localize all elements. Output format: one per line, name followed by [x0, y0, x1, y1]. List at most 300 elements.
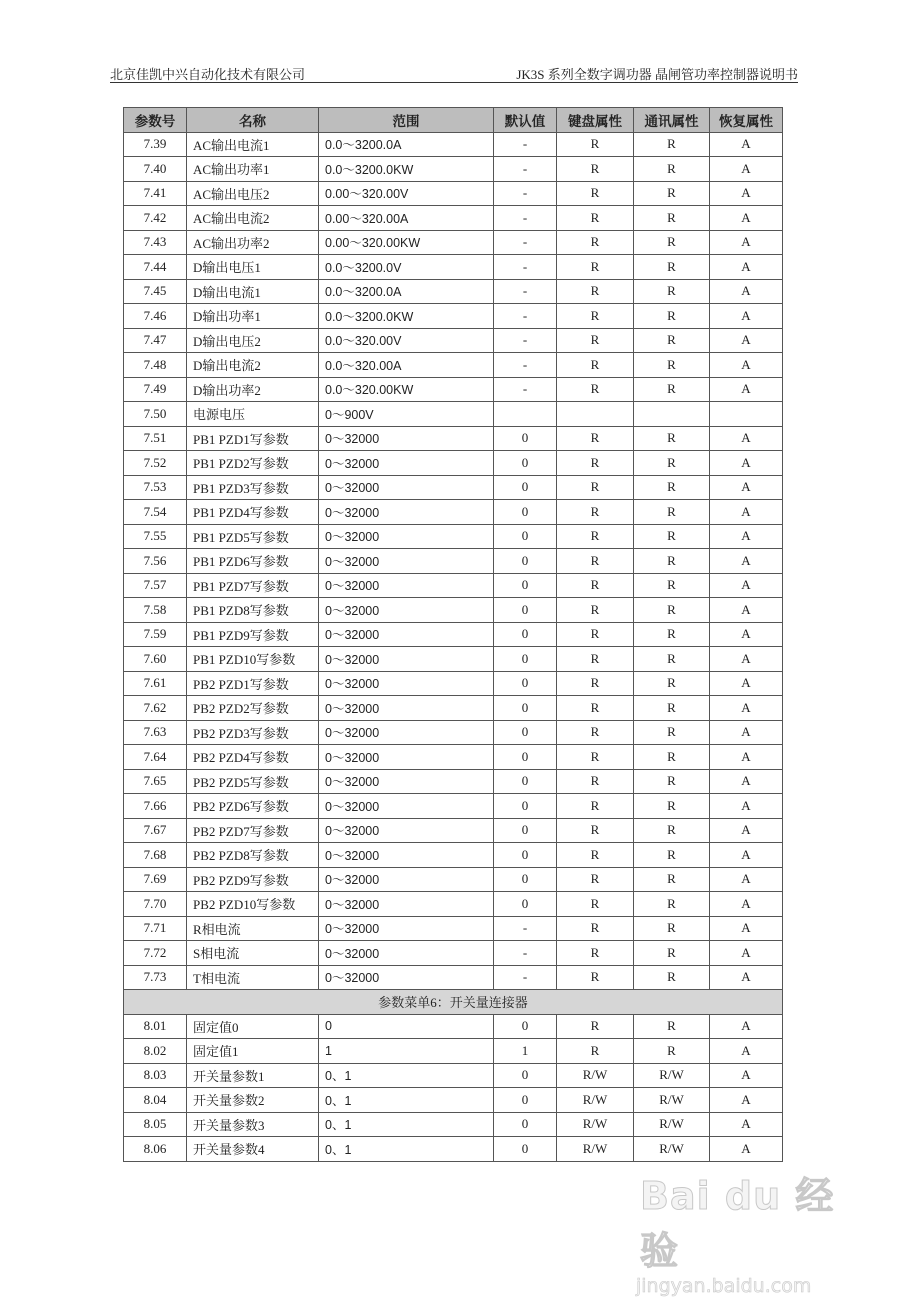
param-name: PB2 PZD6写参数 [187, 794, 319, 819]
table-row [124, 916, 783, 941]
restore-attr: A [710, 769, 783, 794]
keypad-attr: R [557, 598, 634, 623]
param-default: 0 [494, 647, 557, 672]
param-range: 0～32000 [319, 671, 494, 696]
param-name: 开关量参数3 [187, 1112, 319, 1137]
table-row [124, 573, 783, 598]
table-row [124, 353, 783, 378]
param-name: PB1 PZD8写参数 [187, 598, 319, 623]
param-name: D输出电压1 [187, 255, 319, 280]
table-row [124, 304, 783, 329]
param-default: 0 [494, 1088, 557, 1113]
param-default: 0 [494, 549, 557, 574]
param-no: 7.39 [124, 132, 187, 157]
comm-attr: R [634, 745, 710, 770]
table-row [124, 892, 783, 917]
param-default: - [494, 353, 557, 378]
param-no: 7.52 [124, 451, 187, 476]
param-name: PB2 PZD7写参数 [187, 818, 319, 843]
param-no: 7.60 [124, 647, 187, 672]
param-no: 7.65 [124, 769, 187, 794]
col-name: 名称 [187, 108, 319, 133]
comm-attr: R [634, 279, 710, 304]
param-name: AC输出功率1 [187, 157, 319, 182]
comm-attr: R [634, 181, 710, 206]
param-default: - [494, 279, 557, 304]
table-row [124, 598, 783, 623]
param-range: 0～32000 [319, 843, 494, 868]
param-default: - [494, 181, 557, 206]
restore-attr: A [710, 916, 783, 941]
param-no: 7.59 [124, 622, 187, 647]
param-range: 0.0～320.00V [319, 328, 494, 353]
restore-attr [710, 402, 783, 427]
param-no: 7.57 [124, 573, 187, 598]
table-row [124, 255, 783, 280]
keypad-attr: R/W [557, 1112, 634, 1137]
param-range: 0～32000 [319, 818, 494, 843]
param-no: 8.03 [124, 1063, 187, 1088]
keypad-attr: R [557, 867, 634, 892]
table-row [124, 132, 783, 157]
param-name: PB2 PZD9写参数 [187, 867, 319, 892]
param-name: PB1 PZD6写参数 [187, 549, 319, 574]
table-row [124, 206, 783, 231]
param-range: 0～32000 [319, 573, 494, 598]
section-row [124, 990, 783, 1015]
table-row [124, 181, 783, 206]
table-header-row [124, 108, 783, 133]
section-title: 参数菜单6：开关量连接器 [124, 990, 783, 1015]
param-default: 0 [494, 451, 557, 476]
param-no: 8.04 [124, 1088, 187, 1113]
param-range: 0、1 [319, 1088, 494, 1113]
table-row [124, 769, 783, 794]
keypad-attr: R [557, 132, 634, 157]
param-no: 7.73 [124, 965, 187, 990]
table-row [124, 475, 783, 500]
param-range: 0.00～320.00A [319, 206, 494, 231]
param-no: 7.43 [124, 230, 187, 255]
comm-attr: R [634, 157, 710, 182]
param-default [494, 402, 557, 427]
param-default: 0 [494, 524, 557, 549]
restore-attr: A [710, 304, 783, 329]
param-range: 0.0～320.00A [319, 353, 494, 378]
col-restore-attr: 恢复属性 [710, 108, 783, 133]
restore-attr: A [710, 230, 783, 255]
param-range: 0～900V [319, 402, 494, 427]
keypad-attr: R [557, 304, 634, 329]
table-row [124, 745, 783, 770]
restore-attr: A [710, 549, 783, 574]
param-name: AC输出功率2 [187, 230, 319, 255]
param-no: 7.68 [124, 843, 187, 868]
param-default: 0 [494, 867, 557, 892]
keypad-attr: R [557, 769, 634, 794]
param-range: 0～32000 [319, 892, 494, 917]
keypad-attr: R/W [557, 1088, 634, 1113]
keypad-attr: R [557, 500, 634, 525]
param-range: 0～32000 [319, 647, 494, 672]
param-no: 7.58 [124, 598, 187, 623]
col-param-no: 参数号 [124, 108, 187, 133]
param-name: PB2 PZD4写参数 [187, 745, 319, 770]
param-name: PB1 PZD5写参数 [187, 524, 319, 549]
baidu-watermark [636, 1165, 870, 1297]
comm-attr [634, 402, 710, 427]
keypad-attr: R [557, 377, 634, 402]
param-default: 0 [494, 1137, 557, 1162]
restore-attr: A [710, 1063, 783, 1088]
comm-attr: R [634, 647, 710, 672]
comm-attr: R [634, 475, 710, 500]
keypad-attr: R [557, 353, 634, 378]
param-range: 0～32000 [319, 622, 494, 647]
restore-attr: A [710, 867, 783, 892]
param-range: 0～32000 [319, 965, 494, 990]
param-default: 0 [494, 475, 557, 500]
param-name: 开关量参数1 [187, 1063, 319, 1088]
keypad-attr: R [557, 647, 634, 672]
param-no: 7.69 [124, 867, 187, 892]
keypad-attr: R [557, 255, 634, 280]
comm-attr: R [634, 671, 710, 696]
comm-attr: R [634, 965, 710, 990]
param-name: 开关量参数2 [187, 1088, 319, 1113]
keypad-attr: R [557, 818, 634, 843]
param-name: 固定值0 [187, 1014, 319, 1039]
param-no: 7.53 [124, 475, 187, 500]
param-name: AC输出电流1 [187, 132, 319, 157]
param-range: 0、1 [319, 1137, 494, 1162]
param-range: 0～32000 [319, 745, 494, 770]
param-name: PB2 PZD3写参数 [187, 720, 319, 745]
keypad-attr: R [557, 892, 634, 917]
restore-attr: A [710, 794, 783, 819]
table-row [124, 671, 783, 696]
restore-attr: A [710, 1014, 783, 1039]
keypad-attr: R [557, 965, 634, 990]
param-no: 7.66 [124, 794, 187, 819]
param-no: 8.01 [124, 1014, 187, 1039]
restore-attr: A [710, 720, 783, 745]
param-name: PB2 PZD2写参数 [187, 696, 319, 721]
param-no: 7.48 [124, 353, 187, 378]
param-range: 0～32000 [319, 794, 494, 819]
table-row [124, 1063, 783, 1088]
param-no: 7.70 [124, 892, 187, 917]
comm-attr: R [634, 132, 710, 157]
param-no: 7.45 [124, 279, 187, 304]
param-range: 0.0～3200.0A [319, 279, 494, 304]
comm-attr: R [634, 304, 710, 329]
param-range: 0.0～3200.0KW [319, 304, 494, 329]
param-name: PB1 PZD10写参数 [187, 647, 319, 672]
comm-attr: R [634, 328, 710, 353]
comm-attr: R [634, 1014, 710, 1039]
keypad-attr: R [557, 941, 634, 966]
restore-attr: A [710, 206, 783, 231]
comm-attr: R [634, 500, 710, 525]
param-no: 7.55 [124, 524, 187, 549]
param-default: 0 [494, 1014, 557, 1039]
param-name: S相电流 [187, 941, 319, 966]
param-no: 7.40 [124, 157, 187, 182]
keypad-attr: R [557, 916, 634, 941]
table-row [124, 818, 783, 843]
param-no: 7.72 [124, 941, 187, 966]
comm-attr: R [634, 916, 710, 941]
comm-attr: R [634, 524, 710, 549]
keypad-attr: R [557, 206, 634, 231]
param-range: 0～32000 [319, 549, 494, 574]
comm-attr: R [634, 255, 710, 280]
comm-attr: R [634, 549, 710, 574]
param-name: PB1 PZD9写参数 [187, 622, 319, 647]
table-row [124, 500, 783, 525]
table-body-menu5 [124, 132, 783, 990]
param-name: PB1 PZD7写参数 [187, 573, 319, 598]
param-default: 0 [494, 1063, 557, 1088]
param-no: 7.62 [124, 696, 187, 721]
param-range: 0～32000 [319, 426, 494, 451]
param-range: 0.00～320.00KW [319, 230, 494, 255]
keypad-attr: R [557, 181, 634, 206]
param-range: 0.0～320.00KW [319, 377, 494, 402]
table-section [124, 990, 783, 1015]
comm-attr: R [634, 696, 710, 721]
table-row [124, 1088, 783, 1113]
param-name: D输出电流2 [187, 353, 319, 378]
table-body-menu6 [124, 1014, 783, 1161]
param-range: 0.0～3200.0KW [319, 157, 494, 182]
param-range: 0～32000 [319, 524, 494, 549]
param-range: 0 [319, 1014, 494, 1039]
restore-attr: A [710, 745, 783, 770]
param-name: R相电流 [187, 916, 319, 941]
param-range: 0～32000 [319, 500, 494, 525]
param-default: 0 [494, 598, 557, 623]
table-row [124, 647, 783, 672]
restore-attr: A [710, 818, 783, 843]
restore-attr: A [710, 279, 783, 304]
table-row [124, 426, 783, 451]
col-default: 默认值 [494, 108, 557, 133]
comm-attr: R [634, 867, 710, 892]
param-range: 1 [319, 1039, 494, 1064]
param-range: 0、1 [319, 1112, 494, 1137]
param-range: 0～32000 [319, 916, 494, 941]
keypad-attr: R [557, 720, 634, 745]
comm-attr: R [634, 769, 710, 794]
comm-attr: R [634, 426, 710, 451]
comm-attr: R [634, 720, 710, 745]
param-range: 0.00～320.00V [319, 181, 494, 206]
param-range: 0～32000 [319, 475, 494, 500]
table-row [124, 328, 783, 353]
keypad-attr: R/W [557, 1137, 634, 1162]
param-default: 0 [494, 696, 557, 721]
keypad-attr: R [557, 745, 634, 770]
param-no: 7.54 [124, 500, 187, 525]
restore-attr: A [710, 1137, 783, 1162]
param-default: - [494, 230, 557, 255]
param-default: 0 [494, 720, 557, 745]
param-name: PB2 PZD1写参数 [187, 671, 319, 696]
param-name: AC输出电压2 [187, 181, 319, 206]
comm-attr: R [634, 573, 710, 598]
col-range: 范围 [319, 108, 494, 133]
comm-attr: R [634, 892, 710, 917]
comm-attr: R [634, 622, 710, 647]
restore-attr: A [710, 598, 783, 623]
table-row [124, 843, 783, 868]
param-no: 7.46 [124, 304, 187, 329]
keypad-attr: R [557, 279, 634, 304]
table-row [124, 279, 783, 304]
table-row [124, 1112, 783, 1137]
keypad-attr: R [557, 1039, 634, 1064]
keypad-attr: R [557, 157, 634, 182]
param-no: 7.61 [124, 671, 187, 696]
comm-attr: R [634, 377, 710, 402]
param-default: 0 [494, 794, 557, 819]
param-name: D输出电压2 [187, 328, 319, 353]
param-name: 电源电压 [187, 402, 319, 427]
comm-attr: R [634, 941, 710, 966]
table-row [124, 1137, 783, 1162]
table-row [124, 377, 783, 402]
restore-attr: A [710, 622, 783, 647]
param-default: - [494, 304, 557, 329]
param-default: 0 [494, 745, 557, 770]
keypad-attr: R/W [557, 1063, 634, 1088]
param-no: 8.06 [124, 1137, 187, 1162]
param-no: 7.50 [124, 402, 187, 427]
keypad-attr: R [557, 524, 634, 549]
param-name: D输出功率1 [187, 304, 319, 329]
param-no: 7.51 [124, 426, 187, 451]
keypad-attr: R [557, 1014, 634, 1039]
restore-attr: A [710, 157, 783, 182]
table-row [124, 1039, 783, 1064]
restore-attr: A [710, 843, 783, 868]
restore-attr: A [710, 1088, 783, 1113]
param-name: 固定值1 [187, 1039, 319, 1064]
restore-attr: A [710, 353, 783, 378]
comm-attr: R [634, 598, 710, 623]
table-row [124, 1014, 783, 1039]
param-name: T相电流 [187, 965, 319, 990]
comm-attr: R [634, 818, 710, 843]
param-no: 8.02 [124, 1039, 187, 1064]
param-no: 7.44 [124, 255, 187, 280]
param-range: 0～32000 [319, 867, 494, 892]
comm-attr: R [634, 353, 710, 378]
restore-attr: A [710, 696, 783, 721]
company-name: 北京佳凯中兴自动化技术有限公司 [110, 67, 306, 82]
keypad-attr: R [557, 843, 634, 868]
param-name: PB2 PZD5写参数 [187, 769, 319, 794]
comm-attr: R/W [634, 1137, 710, 1162]
param-no: 7.56 [124, 549, 187, 574]
param-range: 0.0～3200.0A [319, 132, 494, 157]
keypad-attr: R [557, 794, 634, 819]
restore-attr: A [710, 671, 783, 696]
restore-attr: A [710, 892, 783, 917]
keypad-attr: R [557, 549, 634, 574]
restore-attr: A [710, 451, 783, 476]
param-name: 开关量参数4 [187, 1137, 319, 1162]
restore-attr: A [710, 328, 783, 353]
keypad-attr: R [557, 230, 634, 255]
keypad-attr: R [557, 475, 634, 500]
restore-attr: A [710, 965, 783, 990]
param-default: 1 [494, 1039, 557, 1064]
comm-attr: R [634, 794, 710, 819]
param-no: 7.64 [124, 745, 187, 770]
param-default: 0 [494, 892, 557, 917]
param-default: 0 [494, 843, 557, 868]
param-default: - [494, 377, 557, 402]
restore-attr: A [710, 377, 783, 402]
param-name: PB2 PZD8写参数 [187, 843, 319, 868]
table-row [124, 696, 783, 721]
restore-attr: A [710, 475, 783, 500]
param-default: - [494, 255, 557, 280]
param-default: 0 [494, 818, 557, 843]
keypad-attr: R [557, 573, 634, 598]
param-name: D输出功率2 [187, 377, 319, 402]
param-name: PB1 PZD1写参数 [187, 426, 319, 451]
param-no: 7.63 [124, 720, 187, 745]
restore-attr: A [710, 181, 783, 206]
restore-attr: A [710, 941, 783, 966]
param-range: 0.0～3200.0V [319, 255, 494, 280]
param-name: PB2 PZD10写参数 [187, 892, 319, 917]
param-range: 0、1 [319, 1063, 494, 1088]
param-name: PB1 PZD3写参数 [187, 475, 319, 500]
param-name: D输出电流1 [187, 279, 319, 304]
comm-attr: R [634, 451, 710, 476]
watermark-site: jingyan.baidu.com [636, 1275, 812, 1297]
param-default: 0 [494, 1112, 557, 1137]
param-default: 0 [494, 769, 557, 794]
param-range: 0～32000 [319, 598, 494, 623]
table-row [124, 524, 783, 549]
param-range: 0～32000 [319, 696, 494, 721]
document-title: JK3S 系列全数字调功器 晶闸管功率控制器说明书 [516, 67, 798, 82]
table-row [124, 941, 783, 966]
table-row [124, 157, 783, 182]
param-name: AC输出电流2 [187, 206, 319, 231]
param-default: - [494, 916, 557, 941]
col-comm-attr: 通讯属性 [634, 108, 710, 133]
param-name: PB1 PZD4写参数 [187, 500, 319, 525]
param-default: - [494, 206, 557, 231]
keypad-attr: R [557, 696, 634, 721]
param-no: 7.67 [124, 818, 187, 843]
param-default: 0 [494, 500, 557, 525]
table-row [124, 451, 783, 476]
param-name: PB1 PZD2写参数 [187, 451, 319, 476]
restore-attr: A [710, 132, 783, 157]
comm-attr: R [634, 1039, 710, 1064]
table-row [124, 965, 783, 990]
param-no: 7.42 [124, 206, 187, 231]
param-range: 0～32000 [319, 720, 494, 745]
